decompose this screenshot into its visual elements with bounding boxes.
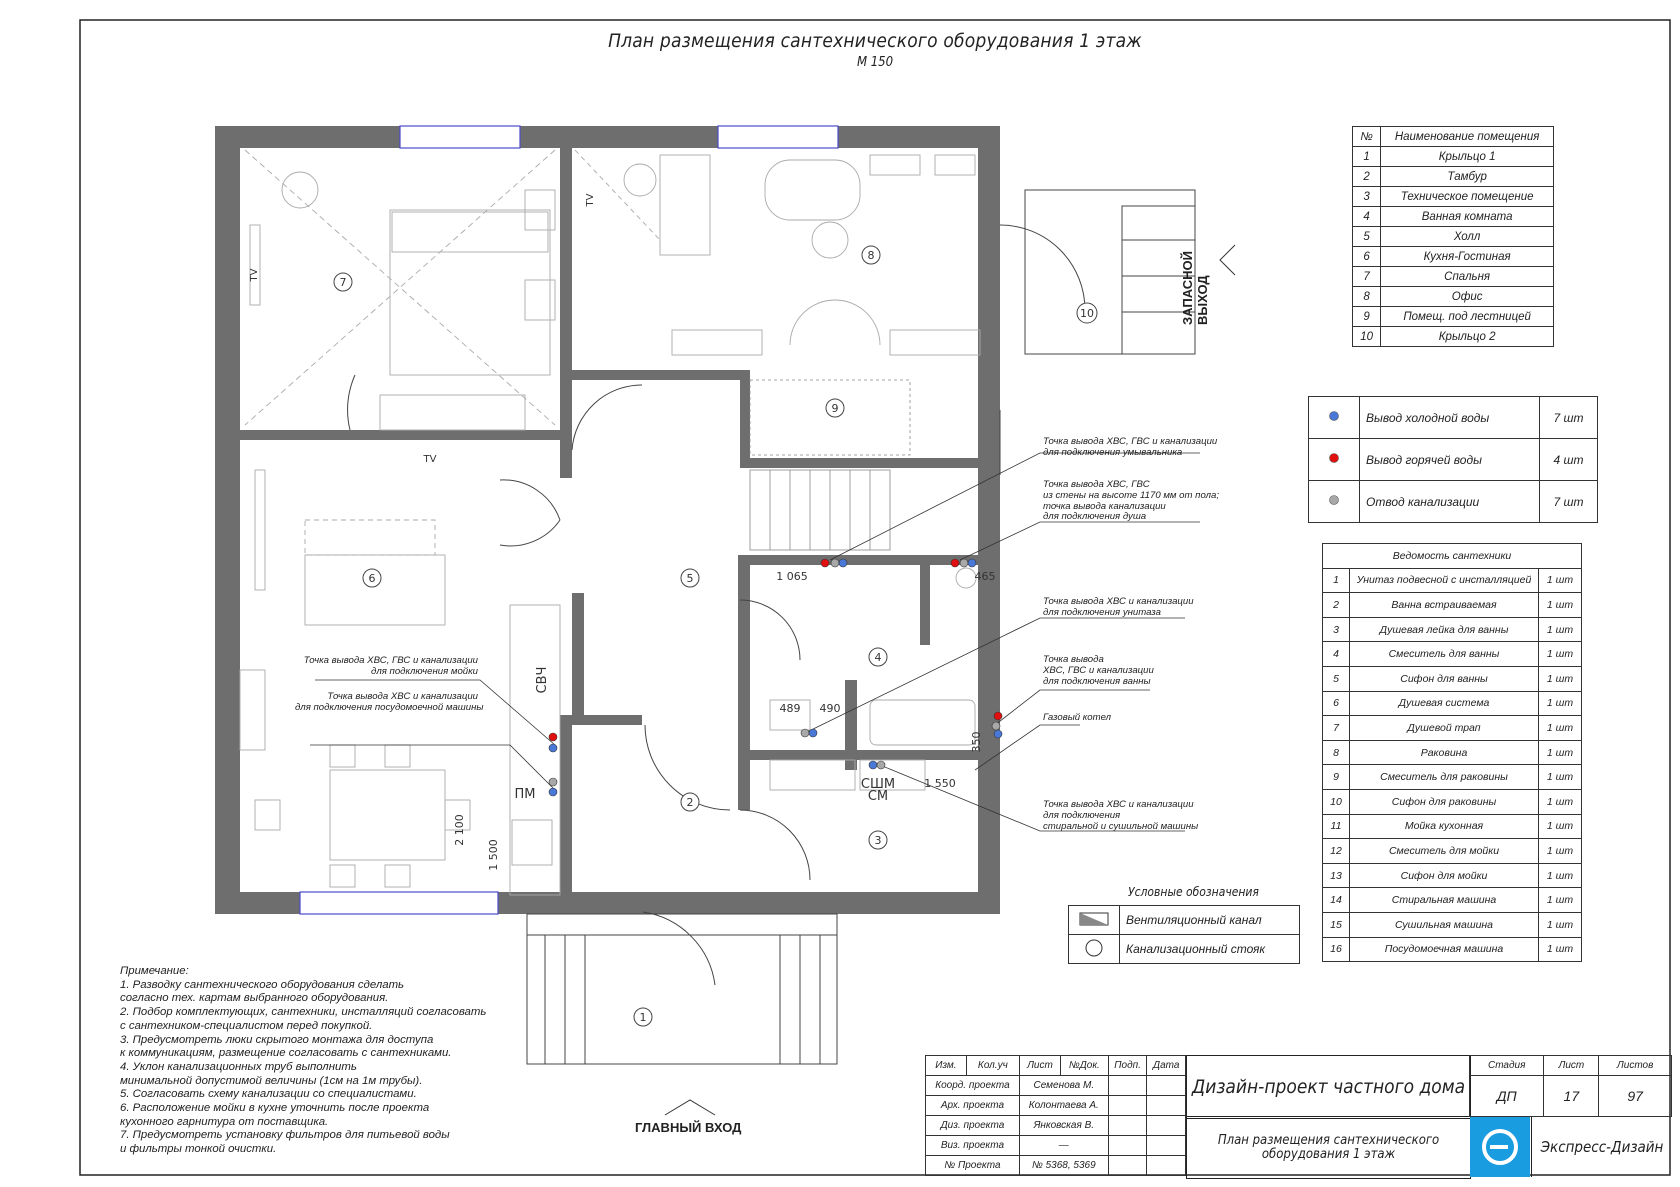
fixture-row bbox=[1323, 568, 1582, 593]
room-row bbox=[1353, 187, 1554, 207]
outlet-label: Вывод горячей воды bbox=[1360, 439, 1540, 481]
fixtures-table bbox=[1322, 543, 1582, 962]
title-block-sign bbox=[1108, 1116, 1147, 1136]
title-block-role: Виз. проекта bbox=[926, 1136, 1020, 1156]
room-num: 10 bbox=[1353, 327, 1381, 347]
outlet-symbol bbox=[1309, 481, 1360, 523]
title-block-role: Диз. проекта bbox=[926, 1116, 1020, 1136]
room-number: 5 bbox=[686, 572, 694, 585]
room-num: 8 bbox=[1353, 287, 1381, 307]
drawing-title: План размещения сантехнического оборудования 1 этаж bbox=[608, 30, 1142, 52]
room-name: Ванная комната bbox=[1381, 207, 1554, 227]
fixture-row bbox=[1323, 593, 1582, 618]
fixture-name: Мойка кухонная bbox=[1350, 814, 1539, 839]
fixture-row bbox=[1323, 912, 1582, 937]
room-row bbox=[1353, 307, 1554, 327]
annotation-shower: Точка вывода ХВС, ГВС из стены на высоте 1170 мм от пола; точка вывода канализации для подключения душа bbox=[1043, 479, 1219, 523]
appliance-label: ПМ bbox=[514, 787, 536, 802]
fixture-num: 4 bbox=[1323, 642, 1350, 667]
utility-point bbox=[821, 559, 829, 567]
fixture-qty: 1 шт bbox=[1539, 568, 1582, 593]
title-block-row bbox=[926, 1156, 1186, 1176]
outlet-row bbox=[1309, 439, 1598, 481]
title-block-header: №Док. bbox=[1061, 1056, 1109, 1076]
fixture-qty: 1 шт bbox=[1539, 716, 1582, 741]
legend-table bbox=[1068, 905, 1300, 964]
fixture-row bbox=[1323, 716, 1582, 741]
room-number: 1 bbox=[639, 1011, 647, 1024]
fixture-row bbox=[1323, 617, 1582, 642]
outlet-count: 4 шт bbox=[1540, 439, 1598, 481]
room-row bbox=[1353, 147, 1554, 167]
fixture-qty: 1 шт bbox=[1539, 617, 1582, 642]
fixture-num: 14 bbox=[1323, 888, 1350, 913]
annotation-boiler: Газовый котел bbox=[1043, 712, 1112, 723]
main-entrance-label: ГЛАВНЫЙ ВХОД bbox=[635, 1120, 742, 1135]
utility-point bbox=[869, 761, 877, 769]
fixture-name: Душевой трап bbox=[1350, 716, 1539, 741]
room-num: 5 bbox=[1353, 227, 1381, 247]
company-logo bbox=[1470, 1117, 1530, 1177]
title-block-person: № 5368, 5369 bbox=[1019, 1156, 1108, 1176]
fixture-qty: 1 шт bbox=[1539, 642, 1582, 667]
outlets-table bbox=[1308, 396, 1598, 523]
fixture-name: Сифон для мойки bbox=[1350, 863, 1539, 888]
room-num: 1 bbox=[1353, 147, 1381, 167]
title-block-sign bbox=[1108, 1076, 1147, 1096]
fixture-num: 11 bbox=[1323, 814, 1350, 839]
appliance-label: TV bbox=[249, 268, 260, 282]
company-name: Экспресс-Дизайн bbox=[1531, 1117, 1672, 1177]
room-number: 7 bbox=[339, 276, 347, 289]
fixture-qty: 1 шт bbox=[1539, 814, 1582, 839]
fixture-qty: 1 шт bbox=[1539, 740, 1582, 765]
fixtures-title: Ведомость сантехники bbox=[1323, 544, 1582, 569]
dimension-label: 1 065 bbox=[776, 570, 808, 583]
outlet-symbol bbox=[1309, 439, 1360, 481]
title-block-date bbox=[1147, 1116, 1186, 1136]
fixture-num: 10 bbox=[1323, 789, 1350, 814]
fixture-row bbox=[1323, 888, 1582, 913]
fixture-name: Стиральная машина bbox=[1350, 888, 1539, 913]
room-row bbox=[1353, 287, 1554, 307]
title-block-row bbox=[926, 1116, 1186, 1136]
title-block-person: Янковская В. bbox=[1019, 1116, 1108, 1136]
fixture-num: 16 bbox=[1323, 937, 1350, 962]
rooms-col-name: Наименование помещения bbox=[1381, 127, 1554, 147]
title-block-sign bbox=[1108, 1156, 1147, 1176]
fixture-num: 3 bbox=[1323, 617, 1350, 642]
fixture-name: Сифон для ванны bbox=[1350, 666, 1539, 691]
ventilation-symbol bbox=[1069, 906, 1120, 935]
notes: Примечание: 1. Разводку сантехнического оборудования сделать согласно тех. картам выбранного оборудования. 2. Подбор комплектующих, сантехники, инсталляций согласовать с сантехником-специалистом перед покупкой. 3. Предусмотреть люки скрытого монтажа для доступа к коммуникациям, размещение согласовать с сантехниками. 4. Уклон канализационных труб выполнить минимальной допустимой величины (1см на 1м трубы). 5. Согласовать схему канализации со специалистами. 6. Расположение мойки в кухне уточнить после проекта кухонного гарнитура от поставщика. 7. Предусмотреть установку фильтров для питьевой воды и фильтры тонкой очистки. bbox=[120, 965, 487, 1156]
room-num: 2 bbox=[1353, 167, 1381, 187]
fixture-qty: 1 шт bbox=[1539, 888, 1582, 913]
title-block-person: Семенова М. bbox=[1019, 1076, 1108, 1096]
title-block-header: Лист bbox=[1019, 1056, 1060, 1076]
utility-points bbox=[549, 559, 1002, 796]
sheets-value: 97 bbox=[1599, 1076, 1672, 1117]
fixture-row bbox=[1323, 839, 1582, 864]
utility-point bbox=[968, 559, 976, 567]
fixture-name: Смеситель для мойки bbox=[1350, 839, 1539, 864]
title-block-role: Арх. проекта bbox=[926, 1096, 1020, 1116]
room-row bbox=[1353, 167, 1554, 187]
fixture-row bbox=[1323, 789, 1582, 814]
fixture-num: 15 bbox=[1323, 912, 1350, 937]
project-name: Дизайн-проект частного дома bbox=[1186, 1055, 1471, 1119]
dimension-label: 489 bbox=[779, 702, 801, 715]
fixture-num: 9 bbox=[1323, 765, 1350, 790]
outlet-dot-icon bbox=[1328, 452, 1340, 464]
rooms-table bbox=[1352, 126, 1554, 347]
fixture-num: 8 bbox=[1323, 740, 1350, 765]
utility-point bbox=[877, 761, 885, 769]
fixture-num: 7 bbox=[1323, 716, 1350, 741]
utility-point bbox=[549, 733, 557, 741]
title-block-role: Коорд. проекта bbox=[926, 1076, 1020, 1096]
room-name: Крыльцо 2 bbox=[1381, 327, 1554, 347]
fixture-name: Душевая система bbox=[1350, 691, 1539, 716]
utility-point bbox=[549, 788, 557, 796]
annotation-bath: Точка вывода ХВС, ГВС и канализации для подключения ванны bbox=[1043, 654, 1154, 687]
room-name: Техническое помещение bbox=[1381, 187, 1554, 207]
vent-icon bbox=[1079, 912, 1109, 926]
fixture-row bbox=[1323, 642, 1582, 667]
sheet-value: 17 bbox=[1544, 1076, 1599, 1117]
annotation-washer: Точка вывода ХВС и канализации для подключения стиральной и сушильной машины bbox=[1043, 799, 1199, 832]
emergency-exit-label: ЗАПАСНОЙ ВЫХОД bbox=[1180, 250, 1210, 325]
title-block-person: Колонтаева А. bbox=[1019, 1096, 1108, 1116]
outlet-symbol bbox=[1309, 397, 1360, 439]
fixture-name: Сифон для раковины bbox=[1350, 789, 1539, 814]
room-num: 6 bbox=[1353, 247, 1381, 267]
annotation-dishwasher: Точка вывода ХВС и канализации для подключения посудомоечной машины bbox=[295, 691, 484, 713]
fixture-num: 1 bbox=[1323, 568, 1350, 593]
utility-point bbox=[960, 559, 968, 567]
sheet-title: План размещения сантехнического оборудования 1 этаж bbox=[1186, 1116, 1471, 1179]
room-row bbox=[1353, 227, 1554, 247]
room-name: Тамбур bbox=[1381, 167, 1554, 187]
title-block-header: Кол.уч bbox=[966, 1056, 1019, 1076]
sheets-label: Листов bbox=[1599, 1056, 1672, 1076]
room-number: 3 bbox=[874, 834, 882, 847]
outlet-count: 7 шт bbox=[1540, 481, 1598, 523]
fixture-row bbox=[1323, 765, 1582, 790]
appliance-label: СВЧ bbox=[535, 666, 550, 694]
utility-point bbox=[549, 778, 557, 786]
utility-point bbox=[831, 559, 839, 567]
title-block-signatures bbox=[925, 1055, 1186, 1176]
fixture-row bbox=[1323, 863, 1582, 888]
title-block-header: Дата bbox=[1147, 1056, 1186, 1076]
utility-point bbox=[839, 559, 847, 567]
title-block bbox=[925, 1055, 1671, 1176]
rooms-col-num: № bbox=[1353, 127, 1381, 147]
fixture-qty: 1 шт bbox=[1539, 937, 1582, 962]
title-block-header: Подп. bbox=[1108, 1056, 1147, 1076]
appliance-label: СШМ bbox=[860, 777, 896, 792]
utility-point bbox=[992, 722, 1000, 730]
title-block-date bbox=[1147, 1136, 1186, 1156]
room-row bbox=[1353, 327, 1554, 347]
outlet-dot-icon bbox=[1328, 494, 1340, 506]
express-design-logo-icon bbox=[1478, 1125, 1522, 1169]
room-row bbox=[1353, 207, 1554, 227]
dimension-label: 490 bbox=[819, 702, 841, 715]
title-block-person: — bbox=[1019, 1136, 1108, 1156]
outlet-count: 7 шт bbox=[1540, 397, 1598, 439]
room-name: Офис bbox=[1381, 287, 1554, 307]
stage-table bbox=[1469, 1055, 1672, 1117]
legend-item-ventilation: Вентиляционный канал bbox=[1120, 906, 1300, 935]
stage-value: ДП bbox=[1470, 1076, 1544, 1117]
room-number: 10 bbox=[1080, 307, 1094, 320]
dimension-label: 465 bbox=[974, 570, 996, 583]
title-block-row bbox=[926, 1076, 1186, 1096]
fixture-name: Смеситель для ванны bbox=[1350, 642, 1539, 667]
room-name: Холл bbox=[1381, 227, 1554, 247]
title-block-header: Изм. bbox=[926, 1056, 967, 1076]
utility-point bbox=[951, 559, 959, 567]
title-block-sign bbox=[1108, 1096, 1147, 1116]
room-num: 4 bbox=[1353, 207, 1381, 227]
dimension-label: 1 500 bbox=[487, 839, 500, 871]
title-block-sign bbox=[1108, 1136, 1147, 1156]
utility-point bbox=[549, 744, 557, 752]
sheet-label: Лист bbox=[1544, 1056, 1599, 1076]
title-block-row bbox=[926, 1136, 1186, 1156]
utility-point bbox=[809, 729, 817, 737]
outlet-label: Вывод холодной воды bbox=[1360, 397, 1540, 439]
fixture-row bbox=[1323, 666, 1582, 691]
outlet-row bbox=[1309, 397, 1598, 439]
fixture-name: Смеситель для раковины bbox=[1350, 765, 1539, 790]
sewer-riser-icon bbox=[1079, 938, 1109, 958]
utility-point bbox=[801, 729, 809, 737]
room-name: Спальня bbox=[1381, 267, 1554, 287]
title-block-date bbox=[1147, 1156, 1186, 1176]
room-name: Помещ. под лестницей bbox=[1381, 307, 1554, 327]
room-row bbox=[1353, 267, 1554, 287]
title-block-date bbox=[1147, 1076, 1186, 1096]
fixture-num: 6 bbox=[1323, 691, 1350, 716]
fixture-row bbox=[1323, 937, 1582, 962]
room-number: 2 bbox=[686, 796, 694, 809]
legend-item-sewer: Канализационный стояк bbox=[1120, 935, 1300, 964]
fixture-qty: 1 шт bbox=[1539, 789, 1582, 814]
fixture-num: 2 bbox=[1323, 593, 1350, 618]
fixture-qty: 1 шт bbox=[1539, 765, 1582, 790]
fixture-num: 12 bbox=[1323, 839, 1350, 864]
fixture-qty: 1 шт bbox=[1539, 863, 1582, 888]
title-block-role: № Проекта bbox=[926, 1156, 1020, 1176]
room-row bbox=[1353, 247, 1554, 267]
fixture-num: 5 bbox=[1323, 666, 1350, 691]
fixture-name: Раковина bbox=[1350, 740, 1539, 765]
dimension-label: 1 550 bbox=[924, 777, 956, 790]
fixture-row bbox=[1323, 691, 1582, 716]
room-name: Крыльцо 1 bbox=[1381, 147, 1554, 167]
fixture-qty: 1 шт bbox=[1539, 666, 1582, 691]
room-number: 9 bbox=[831, 402, 839, 415]
utility-point bbox=[994, 712, 1002, 720]
legend-title: Условные обозначения bbox=[1128, 885, 1259, 899]
fixture-qty: 1 шт bbox=[1539, 839, 1582, 864]
drawing-scale: М 150 bbox=[856, 55, 894, 70]
room-name: Кухня-Гостиная bbox=[1381, 247, 1554, 267]
outlet-label: Отвод канализации bbox=[1360, 481, 1540, 523]
fixture-name: Ванна встраиваемая bbox=[1350, 593, 1539, 618]
fixture-qty: 1 шт bbox=[1539, 912, 1582, 937]
fixture-name: Душевая лейка для ванны bbox=[1350, 617, 1539, 642]
dimension-label: 350 bbox=[970, 731, 983, 753]
room-number: 4 bbox=[874, 651, 882, 664]
annotation-washbasin: Точка вывода ХВС, ГВС и канализации для подключения умывальника bbox=[1043, 436, 1218, 458]
fixture-num: 13 bbox=[1323, 863, 1350, 888]
outlet-dot-icon bbox=[1328, 410, 1340, 422]
fixture-name: Посудомоечная машина bbox=[1350, 937, 1539, 962]
fixture-row bbox=[1323, 814, 1582, 839]
appliance-label: TV bbox=[423, 454, 437, 465]
utility-point bbox=[994, 730, 1002, 738]
sewer-symbol bbox=[1069, 935, 1120, 964]
appliance-label: СМ bbox=[867, 789, 889, 804]
stage-label: Стадия bbox=[1470, 1056, 1544, 1076]
appliance-label: TV bbox=[585, 193, 596, 207]
fixture-qty: 1 шт bbox=[1539, 691, 1582, 716]
fixture-name: Сушильная машина bbox=[1350, 912, 1539, 937]
room-num: 9 bbox=[1353, 307, 1381, 327]
title-block-row bbox=[926, 1096, 1186, 1116]
fixture-row bbox=[1323, 740, 1582, 765]
dimension-label: 2 100 bbox=[453, 814, 466, 846]
annotation-toilet: Точка вывода ХВС и канализации для подключения унитаза bbox=[1043, 596, 1194, 618]
fixture-name: Унитаз подвесной с инсталляцией bbox=[1350, 568, 1539, 593]
fixture-qty: 1 шт bbox=[1539, 593, 1582, 618]
room-num: 7 bbox=[1353, 267, 1381, 287]
room-number: 6 bbox=[368, 572, 376, 585]
title-block-date bbox=[1147, 1096, 1186, 1116]
room-num: 3 bbox=[1353, 187, 1381, 207]
annotation-sink: Точка вывода ХВС, ГВС и канализации для подключения мойки bbox=[303, 655, 478, 677]
plan-dimension-labels bbox=[249, 193, 996, 870]
room-number: 8 bbox=[867, 249, 875, 262]
outlet-row bbox=[1309, 481, 1598, 523]
